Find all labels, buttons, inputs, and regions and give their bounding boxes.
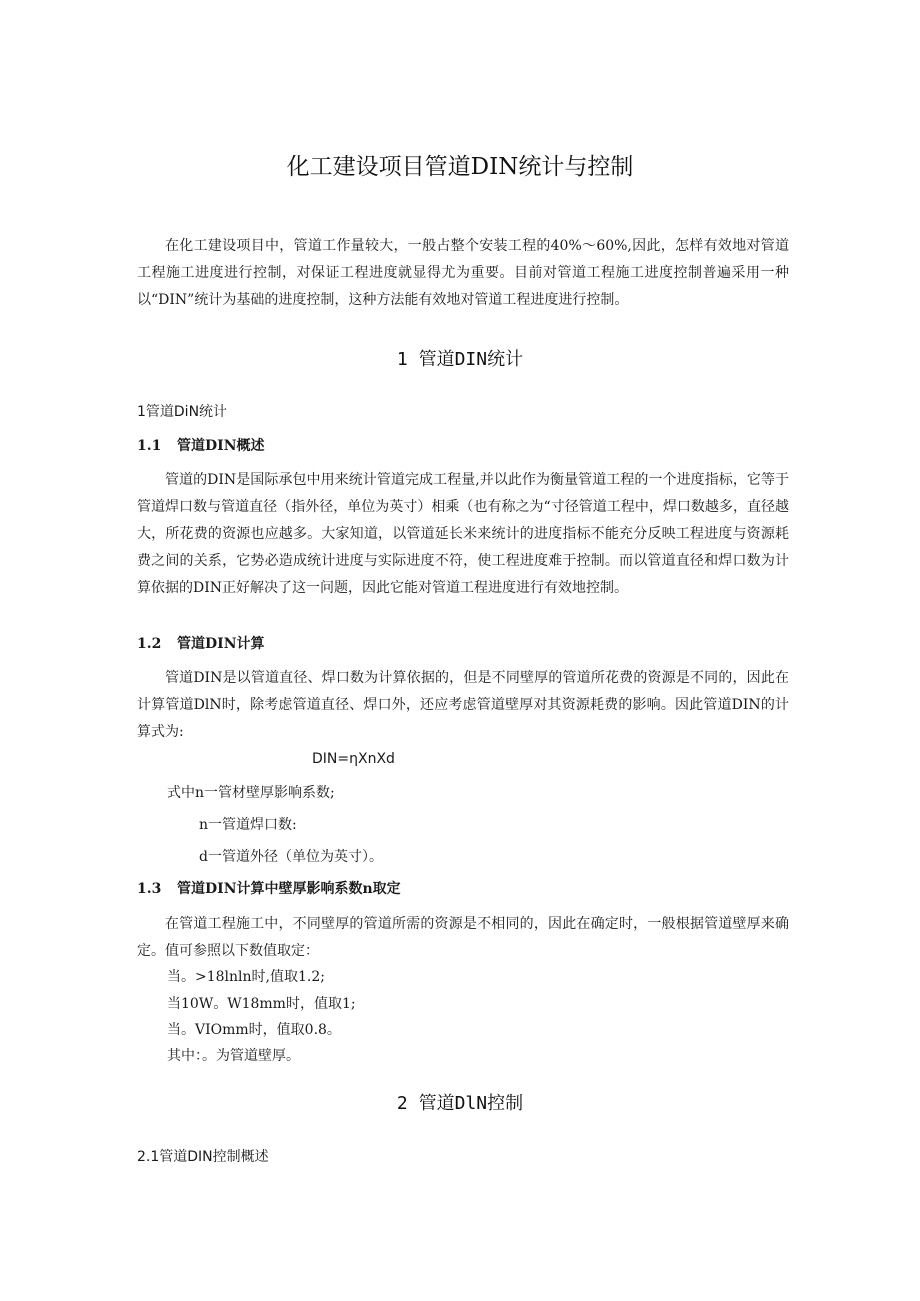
thickness-rule-2: 当10W。W18mm时，值取1; [167, 996, 356, 1012]
formula-where-line-3: d一管道外径（单位为英寸）。 [199, 849, 383, 865]
subsection-1-2-heading [137, 634, 265, 654]
section-2-heading: 2 管道DlN控制 [396, 1093, 524, 1114]
subsection-1-2-body: 管道DIN是以管道直径、焊口数为计算依据的，但是不同壁厚的管道所花费的资源是不同的，因此在计算管道DlN时，除考虑管道直径、焊口外，还应考虑管道壁厚对其资源耗费的影响。因此管道DIN的计算式为: [137, 670, 789, 740]
subsection-1-3-body: 在管道工程施工中，不同壁厚的管道所需的资源是不相同的，因此在确定时，一般根据管道壁厚来确定。值可参照以下数值取定： [137, 916, 789, 959]
subsection-number: 1.3 [137, 881, 162, 897]
din-formula: DIN=ηXnXd [312, 751, 395, 767]
thickness-note: 其中：。为管道壁厚。 [167, 1048, 300, 1064]
subsection-number: 1.1 [137, 438, 162, 454]
subsection-number: 1.2 [137, 636, 162, 652]
thickness-rule-1: 当。>18lnln时,值取1.2; [167, 969, 325, 985]
formula-where-line-2: n一管道焊口数: [199, 817, 297, 833]
subsection-1-1-heading [137, 436, 265, 456]
thickness-rule-3: 当。VIOmm时，值取0.8。 [167, 1022, 341, 1038]
formula-where-line-1: 式中n一管材壁厚影响系数; [167, 785, 335, 801]
subsection-title: 管道DIN计算中壁厚影响系数n取定 [177, 881, 401, 897]
section-1-sub-label: 1管道DiN统计 [137, 404, 228, 420]
subsection-1-3-heading [137, 879, 401, 899]
section-1-heading: 1 管道DIN统计 [396, 349, 524, 370]
section-2-sub-label: 2.1管道DIN控制概述 [137, 1149, 269, 1165]
page-title: 化工建设项目管道DIN统计与控制 [286, 154, 634, 180]
subsection-title: 管道DIN计算 [177, 636, 265, 652]
subsection-1-1-body: 管道的DIN是国际承包中用来统计管道完成工程量,并以此作为衡量管道工程的一个进度指标，它等于管道焊口数与管道直径（指外径，单位为英寸）相乘（也有称之为“寸径管道工程中，焊口数越多，直径越大，所花费的资源也应越多。大家知道，以管道延长米来统计的进度指标不能充分反映工程进度与资源耗费之间的关系，它势必造成统计进度与实际进度不符，使工程进度难于控制。而以管道直径和焊口数为计算依据的DIN正好解决了这一问题，因此它能对管道工程进度进行有效地控制。 [137, 472, 789, 596]
subsection-title: 管道DIN概述 [177, 438, 265, 454]
intro-paragraph: 在化工建设项目中，管道工作量较大，一般占整个安装工程的40%～60%,因此，怎样有效地对管道工程施工进度进行控制，对保证工程进度就显得尤为重要。目前对管道工程施工进度控制普遍采用一种以“DIN”统计为基础的进度控制，这种方法能有效地对管道工程进度进行控制。 [137, 238, 789, 308]
